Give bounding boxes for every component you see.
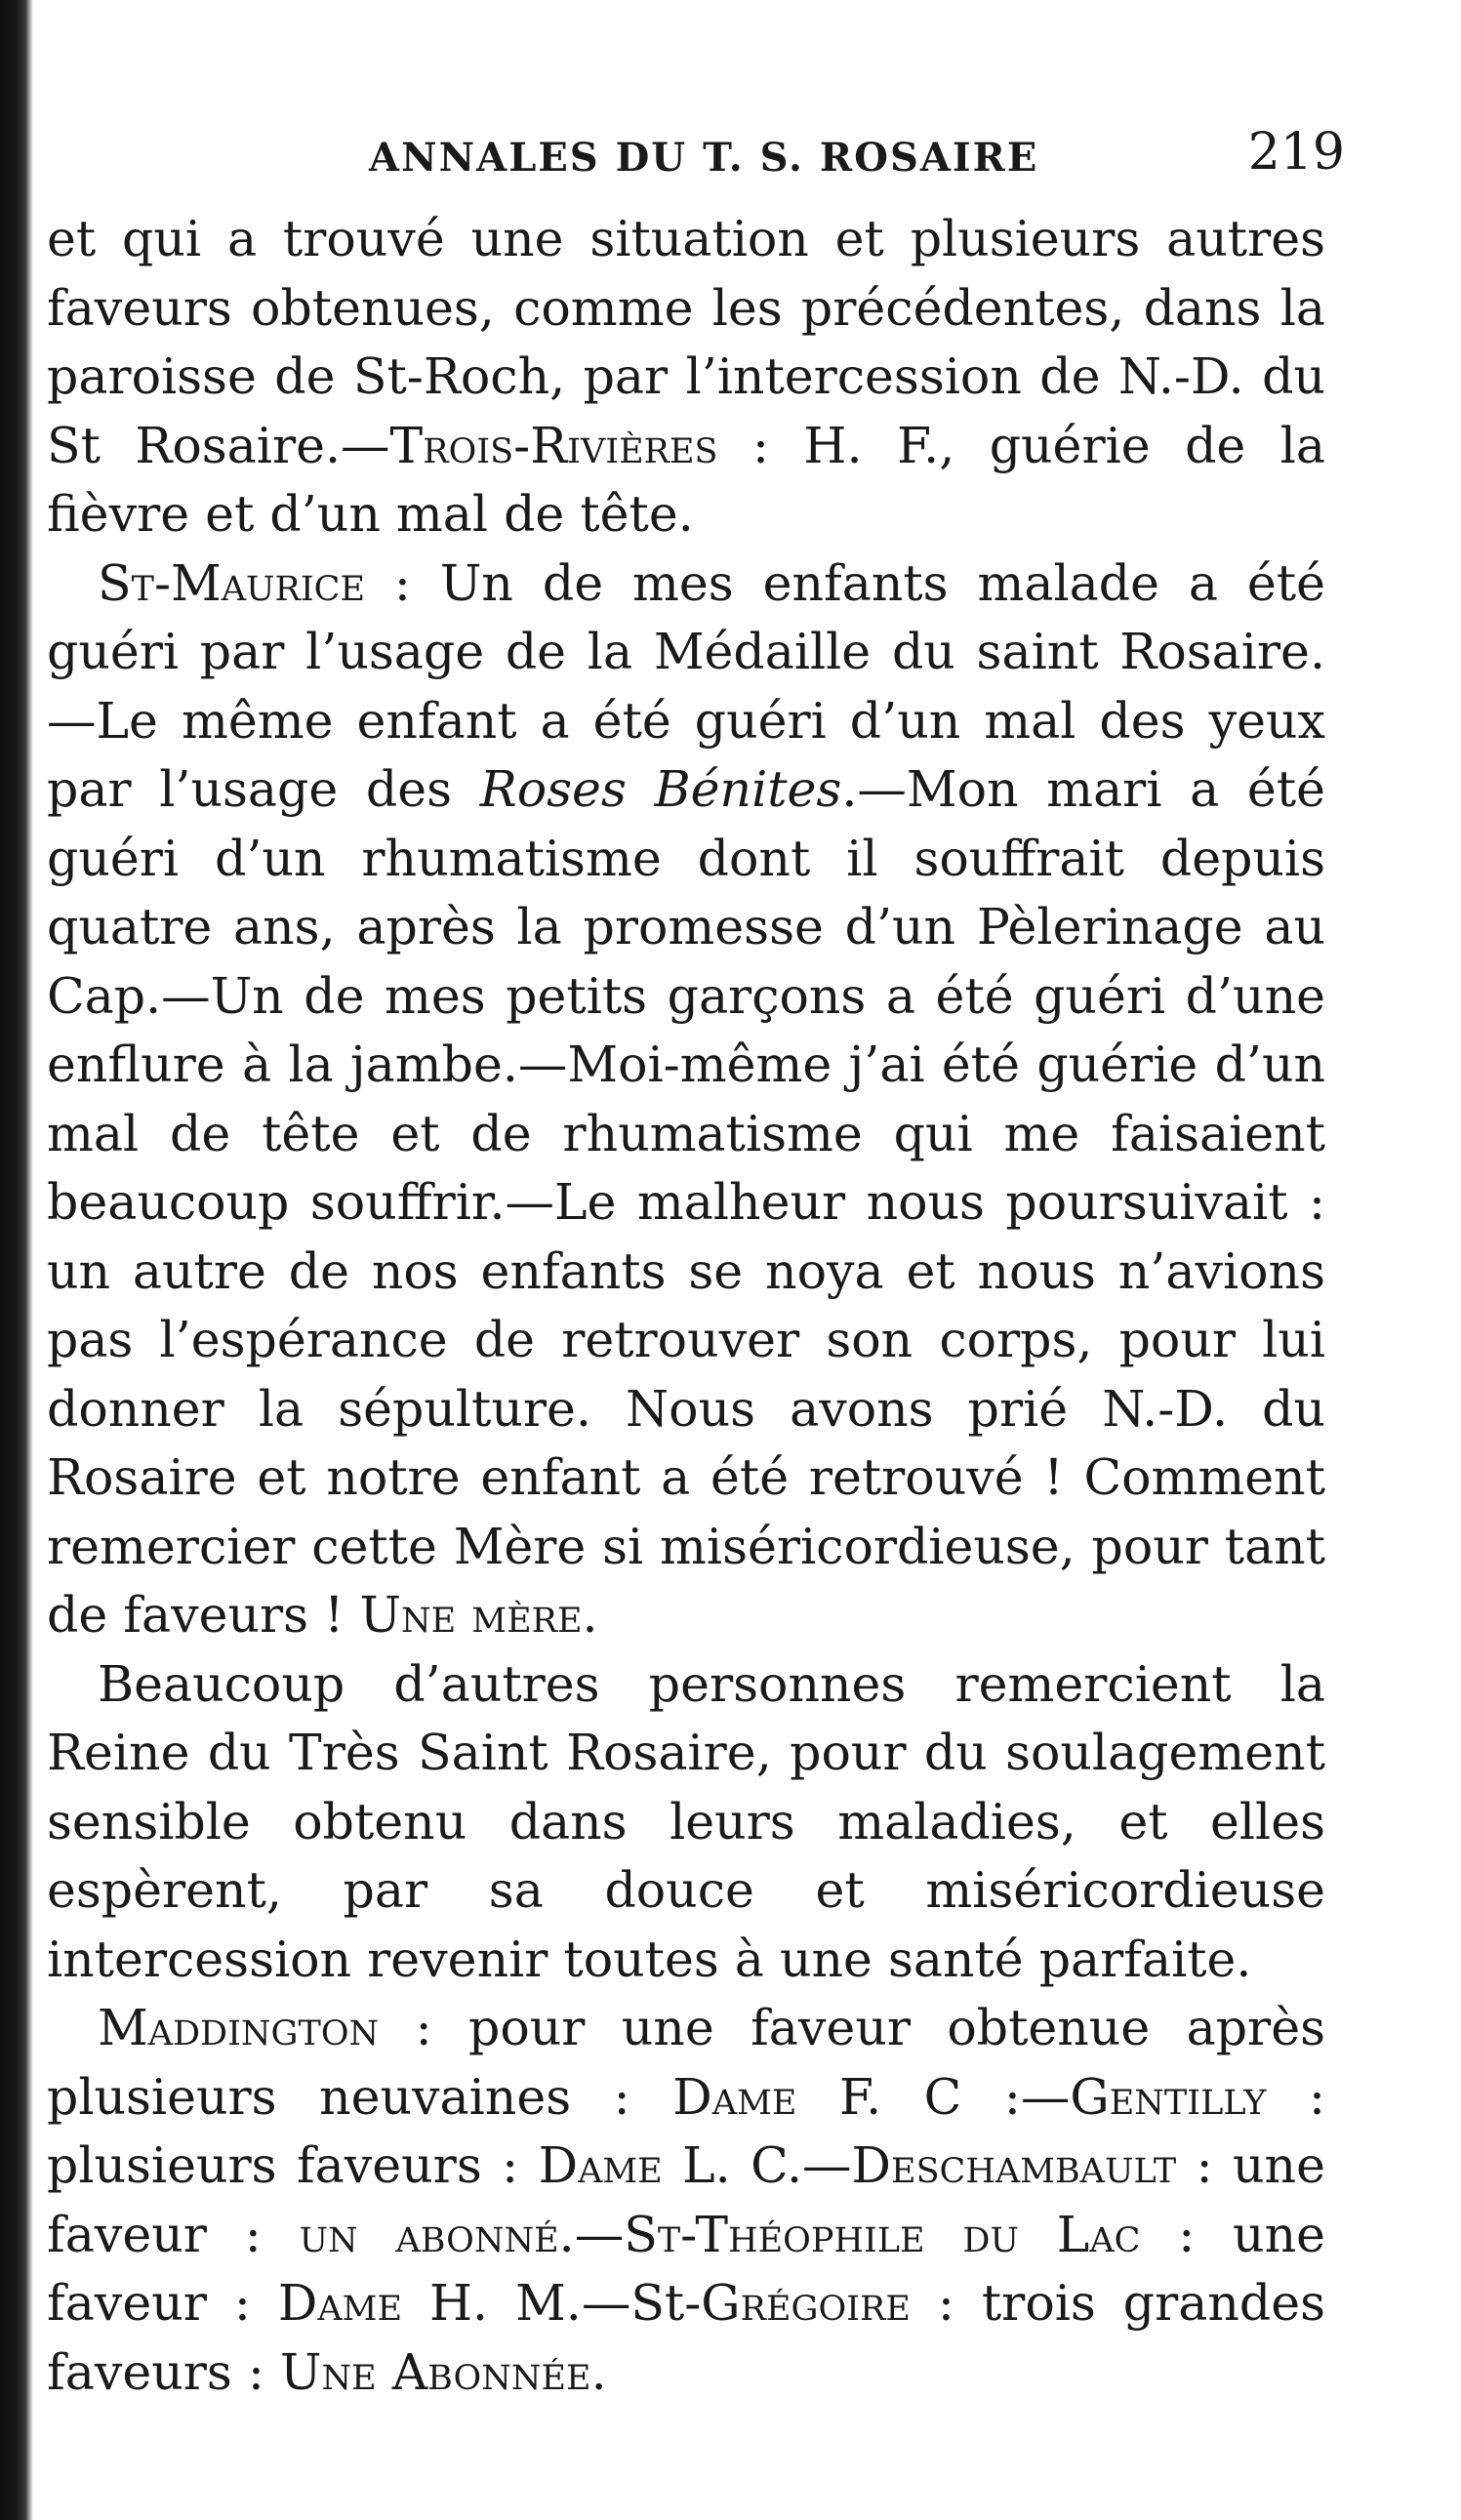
- text-run: .—Mon mari a été guéri d’un rhumatisme dont il souffrait depuis quatre ans, après la promesse d’un Pèlerinage au Cap.—Un de mes petits garçons a été guéri d’une enflure à la jambe.—Moi-même j’ai été guérie d’un mal de tête et de rhumatisme qui me faisaient beaucoup souffrir.—Le malheur nous poursuivait : un autre de nos enfants se noya et nous n’avions pas l’espérance de retrouver son corps, pour lui donner la sépulture. Nous avons prié N.-D. du Rosaire et notre enfant a été retrouvé ! Comment remercier cette Mère si miséricordieuse, pour tant de faveurs !: [47, 760, 1325, 1644]
- page-number: 219: [1247, 123, 1345, 182]
- running-header: [47, 117, 1345, 195]
- running-title: ANNALES DU T. S. ROSAIRE: [369, 135, 1039, 181]
- text-run: : une faveur :: [47, 2205, 1325, 2332]
- paragraph: [47, 205, 1325, 549]
- paragraph: [47, 549, 1325, 1650]
- text-run: —St-: [581, 2274, 702, 2332]
- text-run: : une faveur :: [47, 2136, 1325, 2263]
- text-run: : H. F., guérie de la fièvre et d’un mal de tête.: [47, 416, 1325, 543]
- small-caps-name: Deschambault: [851, 2136, 1177, 2194]
- small-caps-name: St-Maurice: [98, 553, 365, 612]
- small-caps-name: Une mère.: [359, 1586, 598, 1644]
- small-caps-name: Maddington: [98, 1999, 380, 2056]
- text-run: : trois grandes faveurs :: [47, 2274, 1325, 2401]
- italic-phrase: Roses Bénites: [479, 760, 842, 818]
- small-caps-name: Dame H. M.: [277, 2274, 582, 2332]
- page-binding-edge: [0, 0, 33, 2520]
- paragraph: [47, 1994, 1325, 2407]
- text-run: —: [802, 2136, 852, 2194]
- small-caps-name: un abonné.: [299, 2205, 575, 2263]
- text-run: : plusieurs faveurs :: [47, 2067, 1325, 2194]
- page-body: [47, 205, 1325, 2407]
- small-caps-name: Grégoire: [701, 2274, 911, 2332]
- text-run: —: [574, 2205, 625, 2263]
- text-run: : pour une faveur obtenue après plusieurs neuvaines :: [47, 1999, 1325, 2126]
- small-caps-name: Gentilly: [1070, 2067, 1267, 2126]
- small-caps-name: Dame F. C: [672, 2067, 962, 2126]
- book-page: [47, 117, 1345, 2407]
- paragraph: [47, 1650, 1325, 1995]
- text-run: :—: [961, 2067, 1071, 2126]
- text-run: et qui a trouvé une situation et plusieurs autres faveurs obtenues, comme les précédentes, dans la paroisse de St-Roch, par l’intercession de N.-D. du St Rosaire.—: [47, 210, 1325, 474]
- small-caps-name: Trois-Rivières: [389, 416, 718, 474]
- small-caps-name: St-Théophile du Lac: [624, 2205, 1141, 2263]
- small-caps-name: Dame L. C.: [538, 2136, 803, 2194]
- text-run: Beaucoup d’autres personnes remercient la Reine du Très Saint Rosaire, pour du soulagement sensible obtenu dans leurs maladies, et elles espèrent, par sa douce et miséricordieuse intercession revenir toutes à une santé parfaite.: [47, 1654, 1325, 1988]
- text-run: : Un de mes enfants malade a été guéri par l’usage de la Médaille du saint Rosaire. —Le même enfant a été guéri d’un mal des yeux par l’usage des: [47, 553, 1325, 818]
- small-caps-name: Une Abonnée.: [279, 2342, 607, 2401]
